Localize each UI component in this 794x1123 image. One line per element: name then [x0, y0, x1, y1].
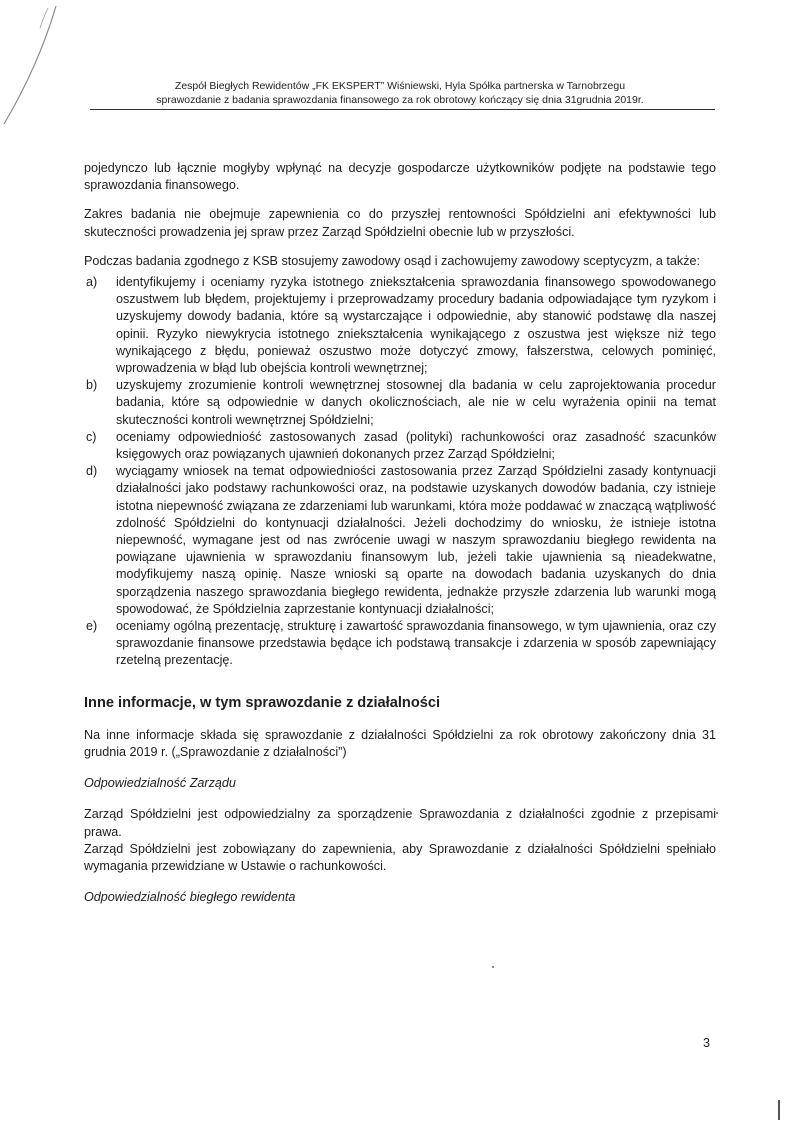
list-item-text: identyfikujemy i oceniamy ryzyka istotnego zniekształcenia sprawozdania finansowego spowodowanego oszustwem lub błędem, projektujemy i przeprowadzamy procedury badania odpowiadające tym ryzykom i uzyskujemy dowody badania, które są wystarczające i odpowiednie, aby stanowić podstawę dla naszej opinii. Ryzyko niewykrycia istotnego zniekształcenia wynikającego z oszustwa jest większe niż tego wynikającego z błędu, ponieważ oszustwo może dotyczyć zmowy, fałszerstwa, celowych pominięć, wprowadzenia w błąd lub obejścia kontroli wewnętrznej;	[116, 275, 716, 376]
list-item	[84, 429, 716, 463]
list-item	[84, 463, 716, 618]
list-marker: b)	[86, 378, 98, 393]
list-item-text: oceniamy odpowiedniość zastosowanych zasad (polityki) rachunkowości oraz zasadność szacunków księgowych oraz powiązanych ujawnień dokonanych przez Zarząd Spółdzielni;	[116, 429, 716, 462]
scan-edge-mark	[778, 1100, 780, 1120]
list-item	[84, 618, 716, 670]
list-item	[84, 377, 716, 429]
list-item-text: oceniamy ogólną prezentację, strukturę i zawartość sprawozdania finansowego, w tym ujawnienia, oraz czy sprawozdanie finansowe przedstawia będące ich podstawą transakcje i zdarzenia w sposób zapewniający rzetelną prezentację.	[116, 619, 716, 668]
list-item-text: wyciągamy wniosek na temat odpowiedniości zastosowania przez Zarząd Spółdzielni zasady kontynuacji działalności jako podstawy rachunkowości oraz, na podstawie uzyskanych dowodów badania, czy istnieje istotna niepewność związana ze zdarzeniami lub warunkami, która może poddawać w znaczącą wątpliwość zdolność Spółdzielni do kontynuacji działalności. Jeżeli dochodzimy do wniosku, że istnieje istotna niepewność, wymagane jest od nas zwrócenie uwagi w naszym sprawozdaniu biegłego rewidenta na powiązane ujawnienia w sprawozdaniu finansowym lub, jeżeli takie ujawnienia są nieadekwatne, modyfikujemy naszą opinię. Nasze wnioski są oparte na dowodach badania uzyskanych do dnia sporządzenia naszego sprawozdania biegłego rewidenta, jednakże przyszłe zdarzenia lub warunki mogą spowodować, że Spółdzielnia zaprzestanie kontynuacji działalności;	[116, 464, 716, 616]
scan-speck	[716, 812, 718, 814]
list-item	[84, 274, 716, 377]
paragraph-other-information: Na inne informacje składa się sprawozdanie z działalności Spółdzielni za rok obrotowy zakończony dnia 31 grudnia 2019 r. („Sprawozdanie z działalności”)	[84, 727, 716, 759]
list-marker: d)	[86, 464, 98, 479]
list-marker: c)	[86, 429, 97, 444]
paragraph-scope: Zakres badania nie obejmuje zapewnienia co do przyszłej rentowności Spółdzielni ani efektywności lub skuteczności prowadzenia jej spraw przez Zarząd Spółdzielni obecnie lub w przyszłości.	[84, 207, 716, 239]
list-marker: e)	[86, 619, 98, 634]
scan-corner-mark	[0, 0, 60, 130]
paragraph-procedures-intro: Podczas badania zgodnego z KSB stosujemy zawodowy osąd i zachowujemy zawodowy sceptycyzm, a także:	[84, 253, 701, 268]
document-header	[90, 79, 710, 107]
subheading-management-responsibility: Odpowiedzialność Zarządu	[84, 776, 236, 791]
paragraph-management-responsibility-2: Zarząd Spółdzielni jest zobowiązany do zapewnienia, aby Sprawozdanie z działalności Spółdzielni spełniało wymagania przewidziane w Ustawie o rachunkowości.	[84, 841, 716, 873]
header-divider	[90, 109, 715, 110]
section-heading-other-information: Inne informacje, w tym sprawozdanie z działalności	[84, 694, 441, 711]
header-firm-line: Zespół Biegłych Rewidentów „FK EKSPERT” Wiśniewski, Hyla Spółka partnerska w Tarnobrzegu	[174, 80, 626, 92]
header-report-line: sprawozdanie z badania sprawozdania finansowego za rok obrotowy kończący się dnia 31grudnia 2019r.	[156, 94, 644, 106]
paragraph-management-responsibility-1: Zarząd Spółdzielni jest odpowiedzialny za sporządzenie Sprawozdania z działalności zgodnie z przepisami prawa.	[84, 807, 716, 839]
document-body	[84, 160, 716, 920]
procedures-list	[84, 274, 716, 670]
list-marker: a)	[86, 275, 98, 290]
page-number: 3	[703, 1036, 711, 1050]
scan-speck	[492, 966, 494, 968]
subheading-auditor-responsibility: Odpowiedzialność biegłego rewidenta	[84, 890, 296, 905]
list-item-text: uzyskujemy zrozumienie kontroli wewnętrznej stosownej dla badania w celu zaprojektowania procedur badania, które są odpowiednie w danych okolicznościach, ale nie w celu wyrażenia opinii na temat skuteczności kontroli wewnętrznej Spółdzielni;	[116, 378, 716, 427]
paragraph-continuation: pojedynczo lub łącznie mogłyby wpłynąć na decyzje gospodarcze użytkowników podjęte na podstawie tego sprawozdania finansowego.	[84, 161, 716, 193]
